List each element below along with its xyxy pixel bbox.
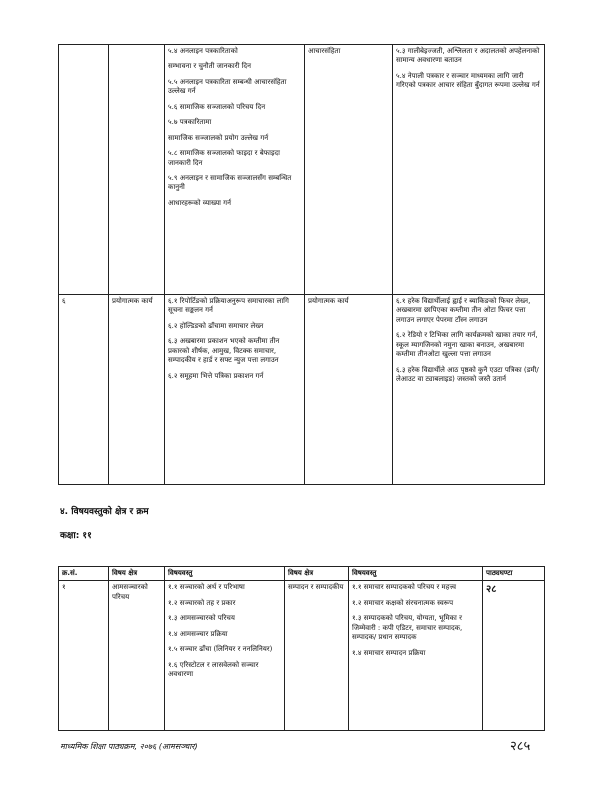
- list-item: १.१ सञ्चारको अर्थ र परिभाषा: [168, 583, 245, 592]
- list-item: सामाजिक सञ्जालको प्रयोग उल्लेख गर्न: [168, 133, 269, 142]
- header-area2: विषय क्षेत्र: [285, 567, 349, 581]
- class-label: कक्षा: ११: [60, 531, 92, 541]
- content-cell: [165, 581, 285, 731]
- area-cell: प्रयोगात्मक कार्य: [109, 295, 165, 485]
- header-area: विषय क्षेत्र: [109, 567, 165, 581]
- list-item: ५.४ नेपाली पत्रकार र सञ्चार माध्यमका लागि जारी गरिएको पत्रकार आचार संहिता बुँदागत रूपमा उल्लेख गर्न: [396, 71, 540, 90]
- list-item: ५.९ अनलाइन र सामाजिक सञ्जालसँग सम्बन्धित कानुनी: [168, 173, 292, 192]
- list-item: १.५ सञ्चार ढाँचा (लिनियर र ननलिनियर): [168, 645, 273, 654]
- table-row: [59, 581, 545, 731]
- list-item: १.१ समाचार सम्पादकको परिचय र महत्त्व: [352, 583, 457, 592]
- list-item: ५.४ अनलाइन पत्रकारिताको: [168, 47, 238, 55]
- area-cell: आमसञ्चारको परिचय: [109, 581, 165, 731]
- content2-cell: [349, 581, 483, 731]
- list-item: ६.३ हरेक विद्यार्थीले आठ पृष्ठको कुनै एउटा पत्रिका (डमी/लेआउट वा ट्याबलाइड) जस्तको जस्तै उतार्न: [396, 365, 539, 384]
- table-row: [59, 45, 545, 295]
- header-serial: क्र.सं.: [59, 567, 109, 581]
- list-item: ५.६ सामाजिक सञ्जालको परिचय दिन: [168, 102, 266, 111]
- list-item: ५.७ पत्रकारितामा: [168, 118, 212, 127]
- content2-cell: [393, 45, 545, 295]
- list-item: ६.२ रेडियो र टिभिका लागि कार्यक्रमको खाका तयार गर्न, स्कूल म्यागजिनको नमुना खाका बनाउन, अखबारमा कम्तीमा तीनओटा खुल्ला पत्ता लगाउन: [396, 331, 538, 359]
- list-item: ६.१ रिपोर्टिङको प्रक्रियाअनुरूप समाचारका लागि सूचना सङ्कलन गर्न: [168, 297, 289, 315]
- list-item: १.४ समाचार सम्पादन प्रक्रिया: [352, 648, 426, 657]
- list-item: ५.८ सामाजिक सञ्जालको फाइदा र बेफाइदा जानकारी दिन: [168, 149, 280, 167]
- list-item: ५.३ गालीबेइज्जती, अश्लिलता र अदालतको अपहेलनाको सामान्य अवधारणा बताउन: [396, 47, 540, 65]
- section-heading: ४. विषयवस्तुको क्षेत्र र क्रम: [60, 507, 149, 517]
- area2-cell: आचारसंहिता: [305, 45, 393, 295]
- content2-cell: [393, 295, 545, 485]
- page-number: २८५: [510, 739, 531, 754]
- header-content: विषयवस्तु: [165, 567, 285, 581]
- area2-cell: सम्पादन र सम्पादकीय: [285, 581, 349, 731]
- list-item: ५.५ अनलाइन पत्रकारिता सम्बन्धी आचारसंहिता उल्लेख गर्न: [168, 77, 287, 96]
- area2-cell: प्रयोगात्मक कार्य: [305, 295, 393, 485]
- curriculum-table-continued: [58, 44, 545, 485]
- header-content2: विषयवस्तु: [349, 567, 483, 581]
- list-item: ६.१ हरेक विद्यार्थीलाई ह्वाई र ब्याकिङको फिचर लेख्न, अखबारमा छापिएका कम्तीमा तीन ओटा फिचर पत्ता लगाउन लगाएर पेपरमा टाँस्न लगाउन: [396, 297, 531, 324]
- list-item: सम्भावना र चुनौती जानकारी दिन: [168, 62, 252, 71]
- list-item: १.२ समाचार कक्षको संरचनात्मक स्वरूप: [352, 598, 454, 607]
- list-item: १.३ सम्पादकको परिचय, योग्यता, भूमिका र जिम्मेवारी : कपी एडिटर, समाचार सम्पादक, सम्पादक/ प्रधान सम्पादक: [352, 614, 463, 642]
- serial-cell: १: [59, 581, 109, 731]
- list-item: १.४ आमसञ्चार प्रक्रिया: [168, 629, 228, 638]
- list-item: ६.२ समूहमा भित्ते पत्रिका प्रकाशन गर्न: [168, 371, 264, 380]
- serial-cell: ६: [59, 295, 109, 485]
- table-header-row: [59, 567, 545, 581]
- list-item: ६.२ होल्डिङको ढाँचामा समाचार लेख्न: [168, 321, 264, 330]
- footer-text: माध्यमिक शिक्षा पाठ्यक्रम, २०७६ (आमसञ्चार): [60, 742, 198, 751]
- list-item: १.६ एरिस्टोटल र लासवेलको सञ्चार अवधारणा: [168, 660, 259, 679]
- content-cell: [165, 295, 305, 485]
- list-item: १.३ आमसञ्चारको परिचय: [168, 614, 235, 623]
- content-cell: [165, 45, 305, 295]
- table-row: [59, 295, 545, 485]
- list-item: १.२ सञ्चारको तह र प्रकार: [168, 598, 236, 607]
- curriculum-table-class-11: [58, 566, 545, 731]
- list-item: ६.३ अखबारमा प्रकाशन भएको कम्तीमा तीन प्रकारको शीर्षक, आमुख, विटक्क समाचार, सम्पादकीय र हार्ड र सफ्ट न्युज पत्ता लगाउन: [168, 337, 280, 365]
- list-item: आधारहरूको व्याख्या गर्न: [168, 198, 231, 207]
- header-hours: पाठ्यघण्टा: [483, 567, 545, 581]
- serial-cell: [59, 45, 109, 295]
- hours-cell: २८: [483, 581, 545, 731]
- area-cell: [109, 45, 165, 295]
